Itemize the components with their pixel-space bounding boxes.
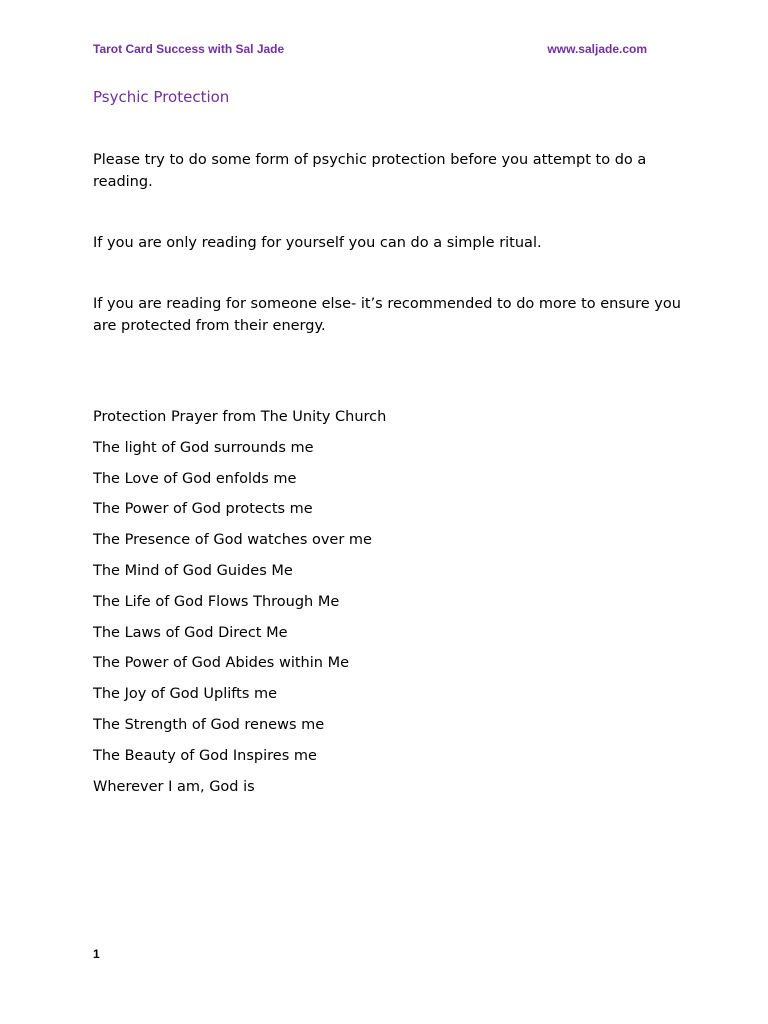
prayer-line: The Mind of God Guides Me	[93, 562, 293, 579]
prayer-line: The Love of God enfolds me	[93, 470, 297, 487]
prayer-line: The Life of God Flows Through Me	[93, 593, 340, 610]
section-title: Psychic Protection	[93, 88, 230, 106]
paragraph-others-reading: If you are reading for someone else- it’s recommended to do more to ensure you are protected from their energy.	[93, 296, 681, 334]
prayer-line: The Joy of God Uplifts me	[93, 686, 278, 703]
prayer-line: The Laws of God Direct Me	[93, 624, 288, 641]
prayer-closing: Wherever I am, God is	[93, 778, 255, 795]
paragraph-self-reading: If you are only reading for yourself you can do a simple ritual.	[93, 235, 542, 251]
prayer-line: The Beauty of God Inspires me	[93, 747, 317, 764]
header-title: Tarot Card Success with Sal Jade	[93, 42, 285, 56]
header-website-link[interactable]: www.saljade.com	[547, 42, 647, 56]
prayer-heading: Protection Prayer from The Unity Church	[93, 409, 387, 425]
prayer-line: The Strength of God renews me	[93, 716, 325, 733]
prayer-line: The Presence of God watches over me	[93, 532, 372, 549]
paragraph-intro: Please try to do some form of psychic protection before you attempt to do a reading.	[93, 152, 647, 190]
prayer-line: The Power of God Abides within Me	[93, 655, 349, 672]
page-number: 1	[93, 947, 100, 961]
prayer-line: The Power of God protects me	[93, 501, 313, 518]
protection-prayer	[93, 406, 386, 806]
prayer-line: The light of God surrounds me	[93, 439, 314, 456]
